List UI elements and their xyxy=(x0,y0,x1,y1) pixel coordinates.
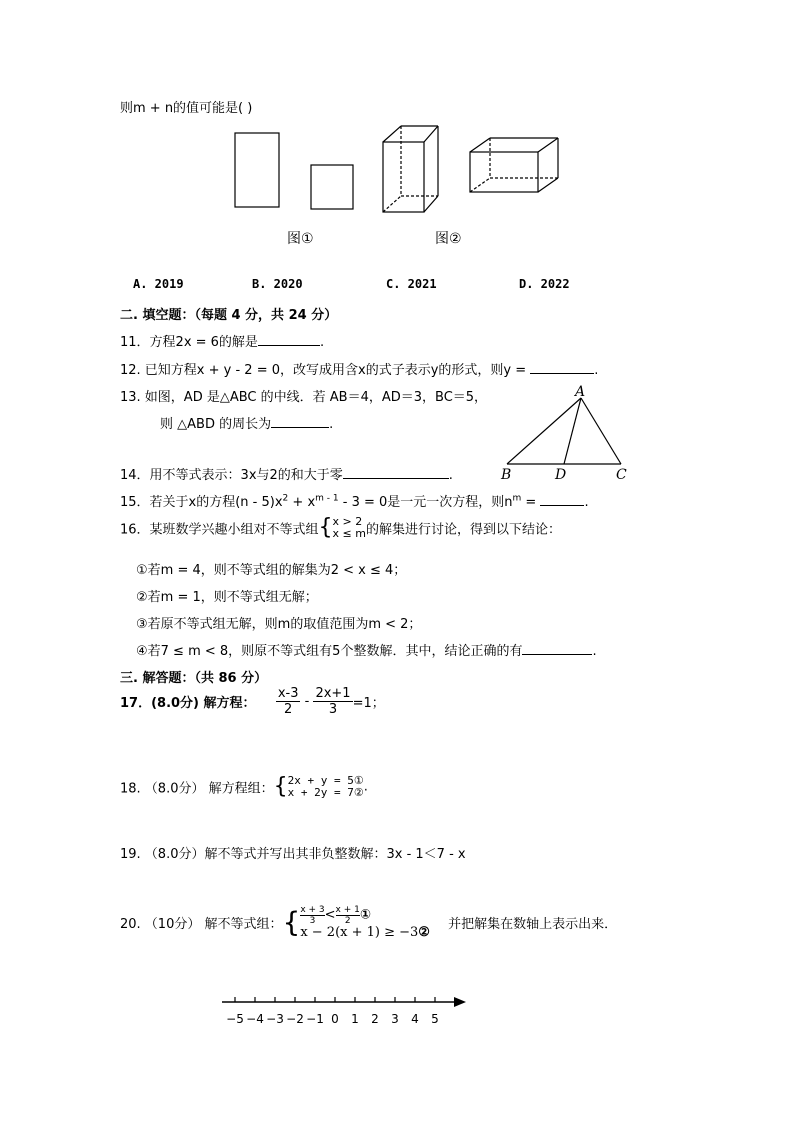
q20-ineq-2: x − 2(x + 1) ≥ −3② xyxy=(300,925,430,940)
section-2-title: 二. 填空题：（每题 4 分，共 24 分） xyxy=(120,308,338,323)
q16-system xyxy=(333,516,366,540)
answer-blank xyxy=(540,493,584,506)
answer-blank xyxy=(530,361,594,374)
q16-item-4: ④若7 ≤ m < 8，则原不等式组有5个整数解．其中，结论正确的有 xyxy=(136,644,523,659)
q15-eq: = xyxy=(521,495,537,510)
wide-box xyxy=(470,138,558,192)
q17-rhs: =1； xyxy=(352,696,385,711)
q13-line1: 13. 如图，AD 是△ABC 的中线．若 AB＝4，AD＝3，BC＝5， xyxy=(120,390,488,405)
question-18 xyxy=(120,775,368,799)
q18-eq-2: x + 2y = 7② xyxy=(287,786,364,799)
answer-blank xyxy=(258,333,320,346)
triangle-abc xyxy=(495,384,635,484)
brace: { xyxy=(318,515,333,540)
q14-end: . xyxy=(448,468,453,483)
brace: { xyxy=(282,905,301,939)
q15-exp-2: 2 xyxy=(282,493,289,504)
q16-pre: 16．某班数学兴趣小组对不等式组 xyxy=(120,522,319,538)
tick-label: −3 xyxy=(266,1012,284,1026)
q16-post: 的解集进行讨论，得到以下结论： xyxy=(365,522,561,538)
tall-box xyxy=(383,126,438,212)
point-d: D xyxy=(555,467,567,483)
q10-tail: 则m + n的值可能是( ) xyxy=(120,101,253,116)
q20-label: 20. （10分） 解不等式组： xyxy=(120,917,283,932)
q15-exp-m-1: m - 1 xyxy=(315,493,339,504)
answer-blank xyxy=(271,415,329,428)
q17-minus: - xyxy=(304,694,310,709)
question-19: 19. （8.0分）解不等式并写出其非负整数解：3x - 1＜7 - x xyxy=(120,847,466,862)
question-14 xyxy=(120,464,453,483)
tick-label: 3 xyxy=(391,1012,399,1026)
option-a: A. 2019 xyxy=(133,277,184,291)
vertex-a: A xyxy=(575,384,586,400)
q16-item-2: ②若m = 1，则不等式组无解； xyxy=(136,590,318,605)
q14-text: 14．用不等式表示：3x与2的和大于零 xyxy=(120,468,343,483)
q20-post: 并把解集在数轴上表示出来． xyxy=(448,917,618,932)
figure-1 xyxy=(230,130,360,215)
brace: { xyxy=(273,774,288,799)
option-d: D. 2022 xyxy=(519,277,570,291)
q18-eq-1: 2x + y = 5① xyxy=(287,774,364,787)
tick-label: −1 xyxy=(306,1012,324,1026)
q18-system xyxy=(288,775,364,799)
fraction-2: $\frac{2x+1}{3}$ xyxy=(315,686,351,717)
square xyxy=(311,165,353,209)
question-20 xyxy=(120,905,617,940)
tall-rectangle xyxy=(235,133,279,207)
q15-end: . xyxy=(584,495,589,510)
q12-text: 12. 已知方程x + y - 2 = 0，改写成用含x的式子表示y的形式，则y = xyxy=(120,363,527,378)
tick-label: −5 xyxy=(226,1012,244,1026)
question-16 xyxy=(120,516,561,540)
q16-end: . xyxy=(592,644,597,659)
option-c: C. 2021 xyxy=(386,277,437,291)
q11-end: . xyxy=(319,335,325,350)
q20-ineq-1: $\frac{x + 3}{3}<$ $\frac{x + 1}{2}①$ xyxy=(300,905,371,926)
vertex-c: C xyxy=(616,467,627,483)
question-17 xyxy=(120,686,385,717)
q16-sys-1: x > 2 xyxy=(332,515,363,528)
q16-sys-2: x ≤ m xyxy=(332,527,366,540)
q20-system xyxy=(300,905,430,940)
q15-mid: + x xyxy=(288,495,316,510)
answer-blank xyxy=(343,466,449,479)
tick-label: 4 xyxy=(411,1012,419,1026)
question-13-line2 xyxy=(160,413,333,432)
q15-post: - 3 = 0是一元一次方程，则n xyxy=(338,495,513,510)
fraction-1: $\frac{x-3}{2}$ xyxy=(277,686,299,717)
q16-item-1: ①若m = 4，则不等式组的解集为2 < x ≤ 4； xyxy=(136,563,407,578)
section-3-title: 三. 解答题：（共 86 分） xyxy=(120,671,268,686)
q16-item-3: ③若原不等式组无解，则m的取值范围为m < 2； xyxy=(136,617,422,632)
tick-label: −2 xyxy=(286,1012,304,1026)
question-11 xyxy=(120,331,324,350)
tick-label: 1 xyxy=(351,1012,359,1026)
option-b: B. 2020 xyxy=(252,277,303,291)
tick-label: 0 xyxy=(331,1012,339,1026)
figure-1-label: 图① xyxy=(287,231,314,247)
q13-end: . xyxy=(329,417,334,432)
q15-pre: 15．若关于x的方程(n - 5)x xyxy=(120,495,283,510)
q11-text: 11．方程2x = 6的解是 xyxy=(120,335,258,350)
q13-line2: 则 △ABD 的周长为 xyxy=(160,417,272,432)
answer-blank xyxy=(522,642,592,655)
question-12 xyxy=(120,359,598,378)
figure-2-label: 图② xyxy=(435,231,462,247)
tick-label: 2 xyxy=(371,1012,379,1026)
tick-label: 5 xyxy=(431,1012,439,1026)
q18-end: . xyxy=(363,779,368,795)
q15-exp-m: m xyxy=(512,493,522,504)
arrow-icon xyxy=(454,997,466,1007)
vertex-b: B xyxy=(501,467,512,483)
figure-2 xyxy=(380,122,570,217)
number-line xyxy=(220,992,470,1032)
q16-item-4-line xyxy=(136,640,597,659)
tick-label: −4 xyxy=(246,1012,264,1026)
q18-label: 18. （8.0分） 解方程组： xyxy=(120,781,274,797)
q17-label: 17．(8.0分) 解方程： xyxy=(120,696,256,711)
q12-end: . xyxy=(594,363,599,378)
question-15 xyxy=(120,491,589,510)
